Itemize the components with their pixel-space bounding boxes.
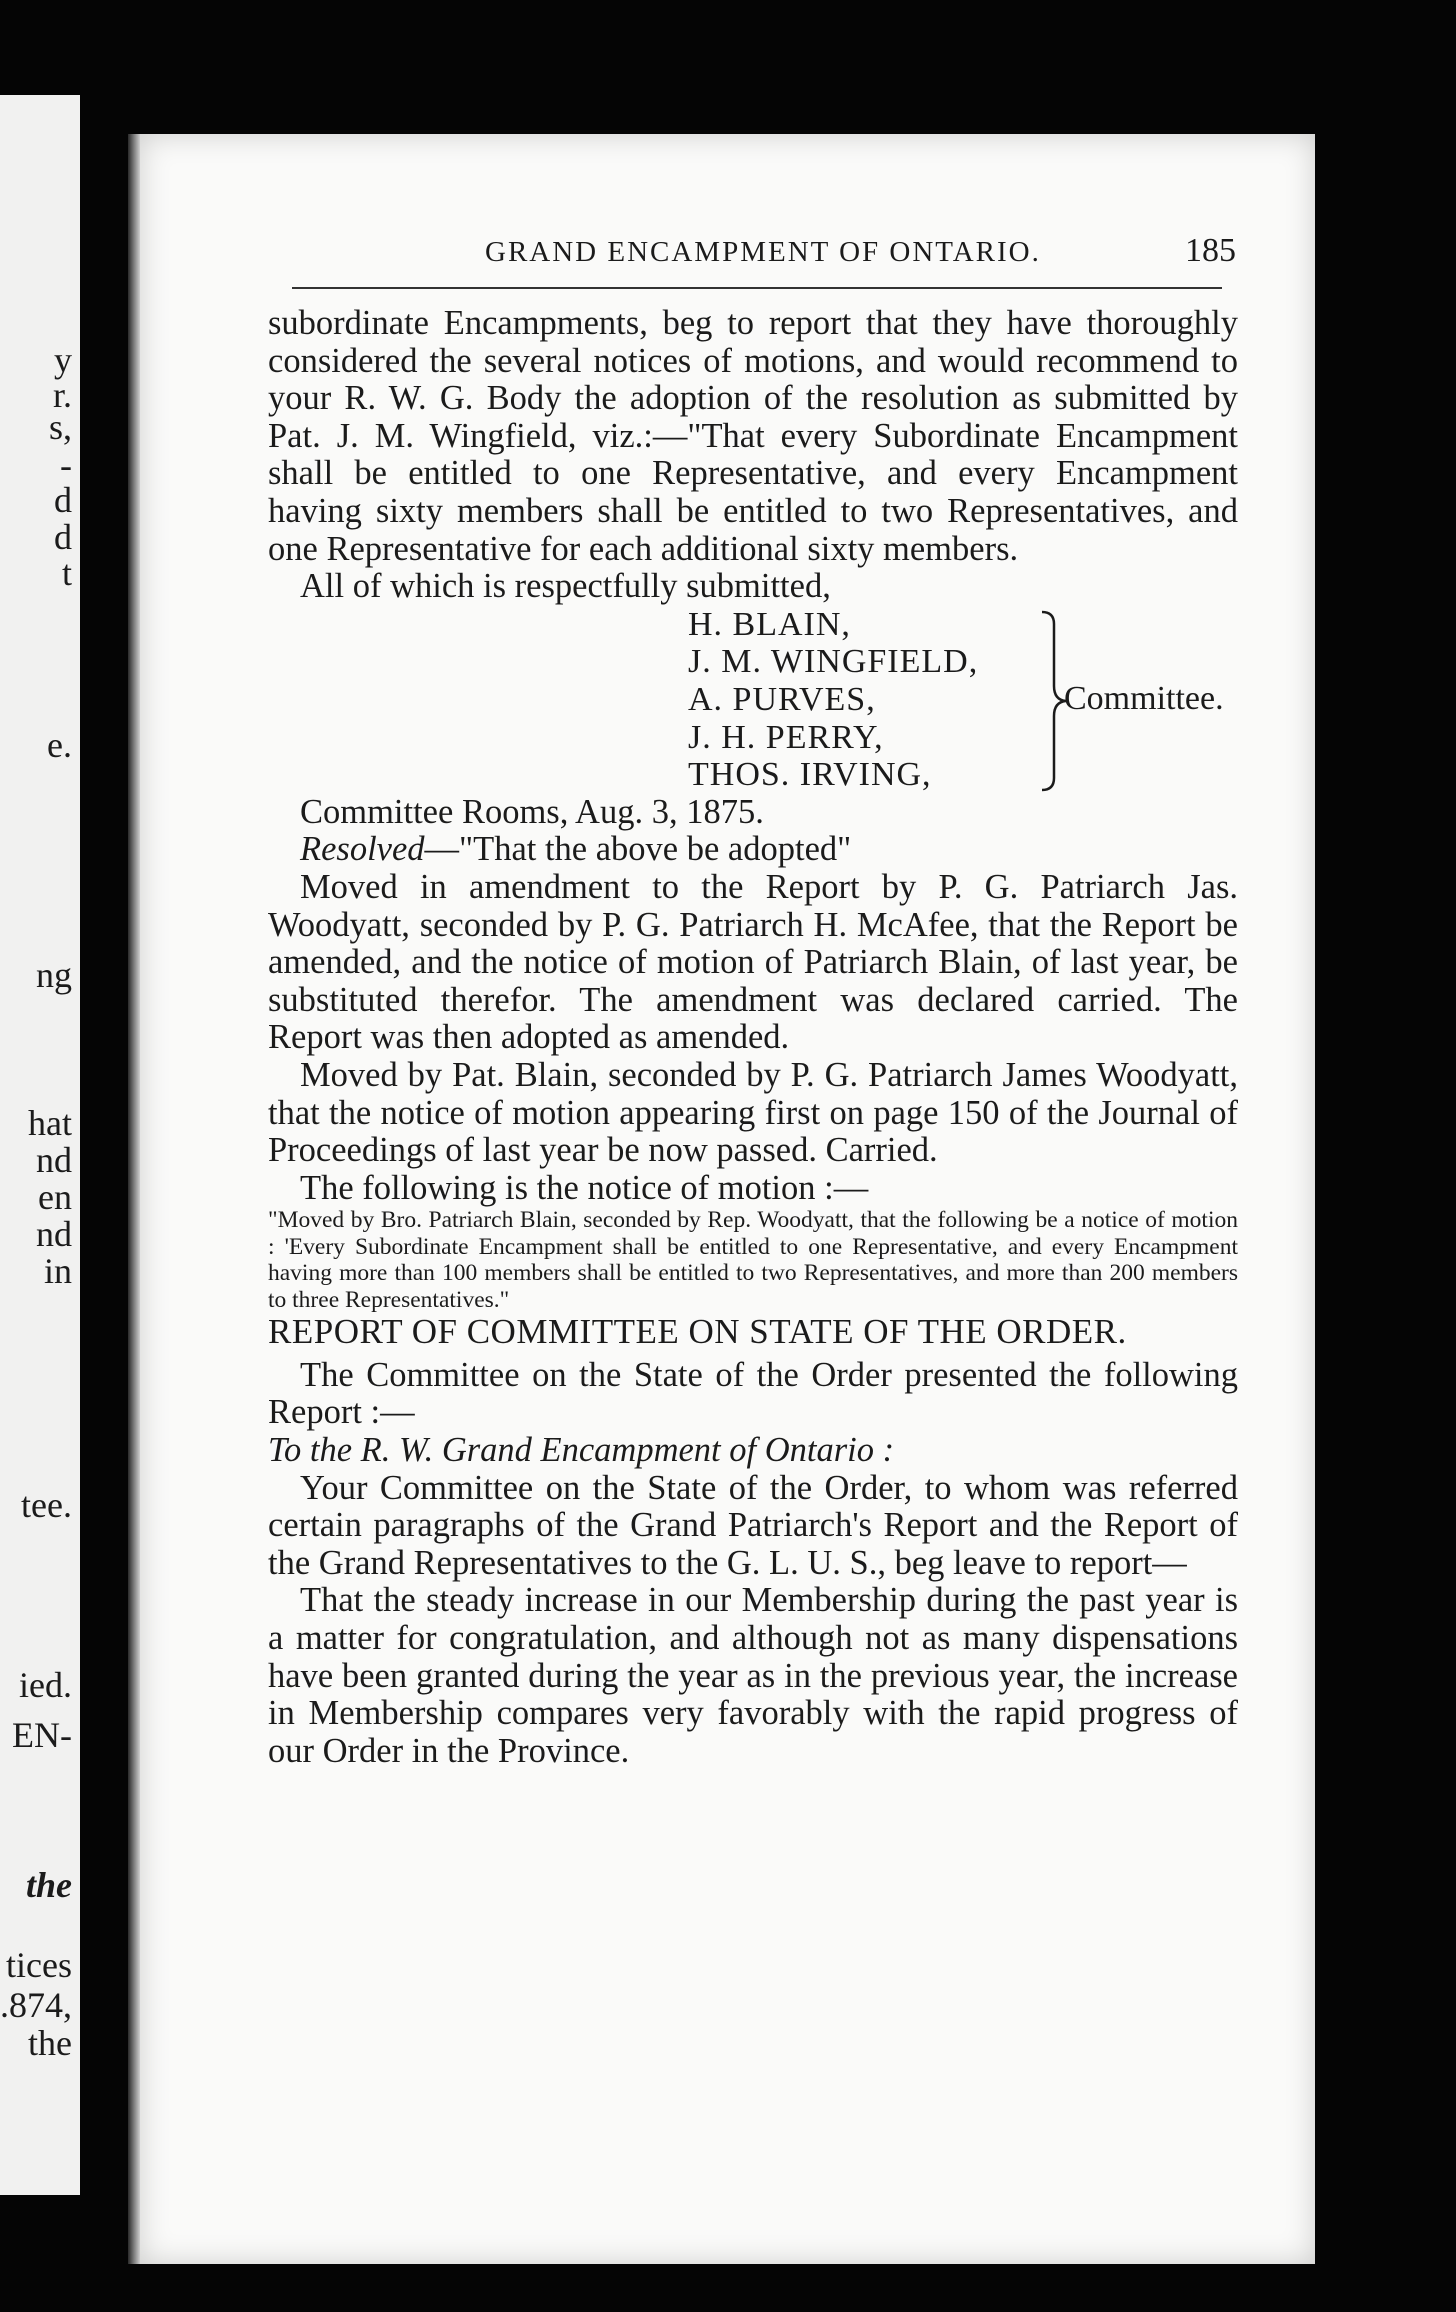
signatory: A. PURVES, [688, 680, 876, 718]
left-page-fragment: EN- [12, 1715, 72, 1755]
resolved-text: —"That the above be adopted" [424, 830, 852, 869]
left-page-fragment: tices [6, 1945, 72, 1985]
page-number: 185 [1185, 232, 1236, 269]
running-head: GRAND ENCAMPMENT OF ONTARIO. [485, 236, 1041, 268]
left-page-fragment: ied. [19, 1665, 72, 1705]
left-page-fragment: hat [28, 1103, 72, 1143]
left-page-fragment: in [43, 1251, 72, 1291]
paragraph: subordinate Encampments, beg to report that they have thoroughly considered the several notices of motions, and would recommend to your R. W. G. Body the adoption of the resolution as submitted by Pat. J. M. Wingfield, viz.:—"That every Subordinate Encampment shall be entitled to one Representative, and every Encampment having sixty members shall be entitled to two Representatives, and one Representative for each additional sixty members. [268, 304, 1238, 568]
signatory: J. M. WINGFIELD, [688, 643, 979, 681]
left-page-fragment: t [61, 553, 72, 593]
signatory: THOS. IRVING, [688, 756, 932, 794]
left-page-fragment: e. [47, 725, 72, 765]
page-gutter-shadow [128, 134, 140, 2264]
paragraph: The following is the notice of motion :— [300, 1168, 869, 1207]
paragraph: Your Committee on the State of the Order, to whom was referred certain paragraphs of the Grand Patriarch's Report and the Report of the Grand Representatives to the G. L. U. S., beg leave to report— [268, 1468, 1238, 1582]
paragraph: All of which is respectfully submitted, [300, 567, 831, 606]
left-page-fragment: the [28, 2023, 72, 2063]
committee-rooms-date: Committee Rooms, Aug. 3, 1875. [300, 792, 764, 831]
facing-page-fragment [0, 95, 80, 2195]
resolved-label: Resolved [300, 830, 425, 869]
left-page-fragment: d [54, 480, 72, 520]
paragraph: That the steady increase in our Membership during the past year is a matter for congratulation, and although not as many dispensations have been granted during the year as in the previous year, the increase in Membership compares very favorably with the rapid progress of our Order in the Province. [268, 1581, 1238, 1770]
signatory: J. H. PERRY, [688, 718, 884, 756]
quoted-motion: "Moved by Bro. Patriarch Blain, seconded by Rep. Woodyatt, that the following be a notice of motion : 'Every Subordinate Encampment shall be entitled to one Representative, and every Encampment having more than 100 members shall be entitled to two Representatives, and more than 200 members to three Representatives." [268, 1207, 1238, 1313]
paragraph: Moved in amendment to the Report by P. G. Patriarch Jas. Woodyatt, seconded by P. G. Patriarch H. McAfee, that the Report be amended, and the notice of motion of Patriarch Blain, of last year, be substituted therefor. The amendment was declared carried. The Report was then adopted as amended. [268, 867, 1238, 1057]
resolution [268, 831, 1238, 869]
committee-label: Committee. [1064, 679, 1224, 717]
page-body [268, 305, 1238, 1770]
left-page-fragment: nd [36, 1214, 72, 1254]
committee-signatures [268, 606, 1238, 794]
paragraph: Moved by Pat. Blain, seconded by P. G. Patriarch James Woodyatt, that the notice of motion appearing first on page 150 of the Journal of Proceedings of last year be now passed. Carried. [268, 1055, 1238, 1170]
left-page-fragment: .874, [0, 1985, 72, 2025]
signatory: H. BLAIN, [688, 605, 851, 643]
left-page-fragment: the [25, 1865, 72, 1905]
left-page-fragment: r. [52, 375, 72, 415]
header-rule [292, 287, 1222, 289]
left-page-fragment: y [54, 340, 72, 380]
left-page-fragment: s, [48, 407, 72, 447]
left-page-fragment: nd [36, 1140, 72, 1180]
left-page-fragment: d [54, 517, 72, 557]
left-page-fragment: en [38, 1177, 72, 1217]
section-heading: REPORT OF COMMITTEE ON STATE OF THE ORDER. [268, 1312, 1127, 1352]
left-page-fragment: ng [36, 955, 72, 995]
left-page-fragment: tee. [21, 1485, 72, 1525]
paragraph: The Committee on the State of the Order presented the following Report :— [268, 1355, 1238, 1432]
address-line: To the R. W. Grand Encampment of Ontario : [268, 1431, 895, 1470]
left-page-fragment: - [60, 445, 72, 485]
